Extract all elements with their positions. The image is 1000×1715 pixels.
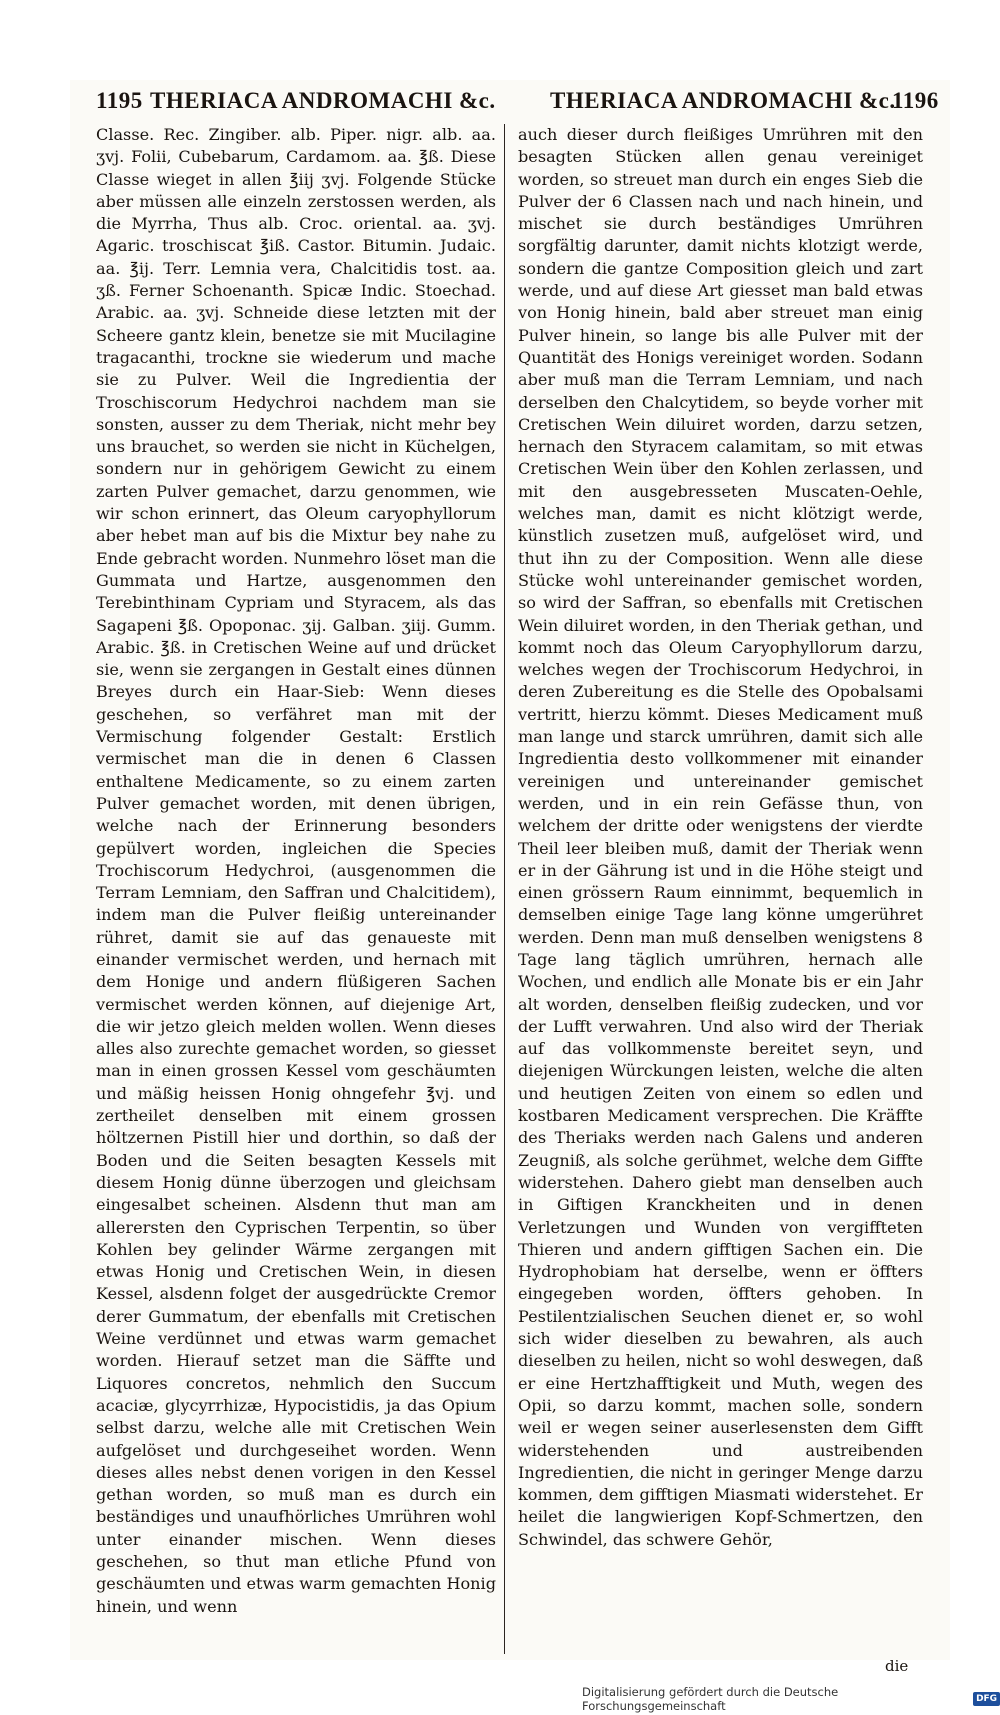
column-divider [504, 124, 505, 1654]
left-running-title: THERIACA ANDROMACHI &c. [150, 88, 496, 113]
catchword: die [885, 1657, 909, 1675]
right-running-title: THERIACA ANDROMACHI &c. [550, 88, 896, 113]
right-page-number: 1196 [892, 88, 939, 113]
digitization-footer [582, 1685, 1000, 1713]
footer-credit: Digitalisierung gefördert durch die Deutsche Forschungsgemeinschaft [582, 1685, 839, 1713]
left-column-text: Classe. Rec. Zingiber. alb. Piper. nigr. alb. aa. ʒvj. Folii, Cubebarum, Cardamom. aa. ℥ß. Diese Classe wieget in allen ℥iij ʒvj. Folgende Stücke aber müssen alle einzeln zerstossen werden, als die Myrrha, Thus alb. Croc. oriental. aa. ʒvj. Agaric. troschiscat ℥iß. Castor. Bitumin. Judaic. aa. ℥ij. Terr. Lemnia vera, Chalcitidis tost. aa. ʒß. Ferner Schoenanth. Spicæ Indic. Stoechad. Arabic. aa. ʒvj. Schneide diese letzten mit der Scheere gantz klein, benetze sie mit Mucilagine tragacanthi, trockne sie wiederum und mache sie zu Pulver. Weil die Ingredientia der Troschiscorum Hedychroi nachdem man sie sonsten, ausser zu dem Theriak, nicht mehr bey uns brauchet, so werden sie nicht in Küchelgen, sondern nur in gehörigem Gewicht zu einem zarten Pulver gemachet, darzu genommen, wie wir schon erinnert, das Oleum caryophyllorum aber hebet man auf bis die Mixtur bey nahe zu Ende gebracht worden. Nunmehro löset man die Gummata und Hartze, ausgenommen den Terebinthinam Cypriam und Styracem, als das Sagapeni ℥ß. Opoponac. ʒij. Galban. ʒiij. Gumm. Arabic. ℥ß. in Cretischen Weine auf und drücket sie, wenn sie zergangen in Gestalt eines dünnen Breyes durch ein Haar-Sieb: Wenn dieses geschehen, so verfähret man mit der Vermischung folgender Gestalt: Erstlich vermischet man die in denen 6 Classen enthaltene Medicamente, so zu einem zarten Pulver gemachet worden, mit denen übrigen, welche nach der Erinnerung besonders gepülvert worden, ingleichen die Species Trochiscorum Hedychroi, (ausgenommen die Terram Lemniam, den Saffran und Chalcitidem), indem man die Pulver fleißig untereinander rühret, damit sie auf das genaueste mit einander vermischet werden, und hernach mit dem Honige und andern flüßigeren Sachen vermischet werden können, auf diejenige Art, die wir jetzo gleich melden wollen. Wenn dieses alles also zurechte gemachet worden, so giesset man in einen grossen Kessel vom geschäumten und mäßig heissen Honig ohngefehr ℥vj. und zertheilet denselben mit einem grossen höltzernen Pistill hier und dorthin, so daß der Boden und die Seiten besagten Kessels mit diesem Honig dünne überzogen und gleichsam eingesalbet scheinen. Alsdenn thut man am allerersten den Cyprischen Terpentin, so über Kohlen bey gelinder Wärme zergangen mit etwas Honig und Cretischen Wein, in diesen Kessel, alsdenn folget der ausgedrückte Cremor derer Gummatum, der ebenfalls mit Cretischen Weine verdünnet und etwas warm gemachet worden. Hierauf setzet man die Säffte und Liquores concretos, nehmlich den Succum acaciæ, glycyrrhizæ, Hypocistidis, ja das Opium selbst darzu, welche alle mit Cretischen Wein aufgelöset und durchgeseihet worden. Wenn dieses alles nebst denen vorigen in den Kessel gethan worden, so muß man es durch ein beständiges und unaufhörliches Umrühren wohl unter einander mischen. Wenn dieses geschehen, so thut man etliche Pfund von geschäumten und etwas warm gemachten Honig hinein, und wenn [96, 125, 496, 1616]
left-page-number: 1195 [96, 88, 143, 113]
dfg-logo-icon: DFG [973, 1692, 1000, 1706]
right-column-text: auch dieser durch fleißiges Umrühren mit den besagten Stücken allen genau vereiniget worden, so streuet man durch ein enges Sieb die Pulver der 6 Classen nach und nach hinein, und mischet sie durch beständiges Umrühren sorgfältig darunter, damit nichts klotzigt werde, sondern die gantze Composition gleich und zart werde, und auf diese Art giesset man bald etwas von Honig hinein, bald aber streuet man einig Pulver hinein, so lange bis alle Pulver mit der Quantität des Honigs vereiniget worden. Sodann aber muß man die Terram Lemniam, und nach derselben den Chalcytidem, so beyde vorher mit Cretischen Wein diluiret worden, darzu setzen, hernach den Styracem calamitam, so mit etwas Cretischen Wein über den Kohlen zerlassen, und mit den ausgebresseten Muscaten-Oehle, welches man, damit es nicht klötzigt werde, künstlich zusetzen muß, aufgelöset wird, und thut ihn zu der Composition. Wenn alle diese Stücke wohl untereinander gemischet worden, so wird der Saffran, so ebenfalls mit Cretischen Wein diluiret worden, in den Theriak gethan, und kommt noch das Oleum Caryophyllorum darzu, welches wegen der Trochiscorum Hedychroi, in deren Zubereitung es die Stelle des Opobalsami vertritt, hierzu kömmt. Dieses Medicament muß man lange und starck umrühren, damit sich alle Ingredientia desto vollkommener mit einander vereinigen und untereinander gemischet werden, und in ein rein Gefässe thun, von welchem der dritte oder wenigstens der vierdte Theil leer bleiben muß, damit der Theriak wenn er in der Gährung ist und in die Höhe steigt und einen grössern Raum einnimmt, bequemlich in demselben einige Tage lang könne umgerühret werden. Denn man muß denselben wenigstens 8 Tage lang täglich umrühren, hernach alle Wochen, und endlich alle Monate bis er ein Jahr alt worden, denselben fleißig zudecken, und vor der Lufft verwahren. Und also wird der Theriak auf das vollkommenste bereitet seyn, und diejenigen Würckungen leisten, welche die alten und heutigen Zeiten von einem so edlen und kostbaren Medicament versprechen. Die Kräffte des Theriaks werden nach Galens und anderen Zeugniß, als solche gerühmet, welche dem Giffte widerstehen. Dahero giebt man denselben auch in Giftigen Kranckheiten und in denen Verletzungen und Wunden von vergiffteten Thieren und andern gifftigen Sachen ein. Die Hydrophobiam hat derselbe, wenn er öffters eingegeben worden, öffters gehoben. In Pestilentzialischen Seuchen dienet er, so wohl sich wider dieselben zu bewahren, als auch dieselben zu heilen, nicht so wohl deswegen, daß er eine Hertzhafftigkeit und Muth, wegen des Opii, so darzu kommt, machen solle, sondern weil er wegen seiner auserlesensten dem Gifft widerstehenden und austreibenden Ingredientien, die nicht in geringer Menge darzu kommen, dem gifftigen Miasmati widerstehet. Er heilet die langwierigen Kopf-Schmertzen, den Schwindel, das schwere Gehör, [518, 125, 923, 1549]
running-header [70, 80, 950, 120]
book-page [70, 80, 950, 1675]
